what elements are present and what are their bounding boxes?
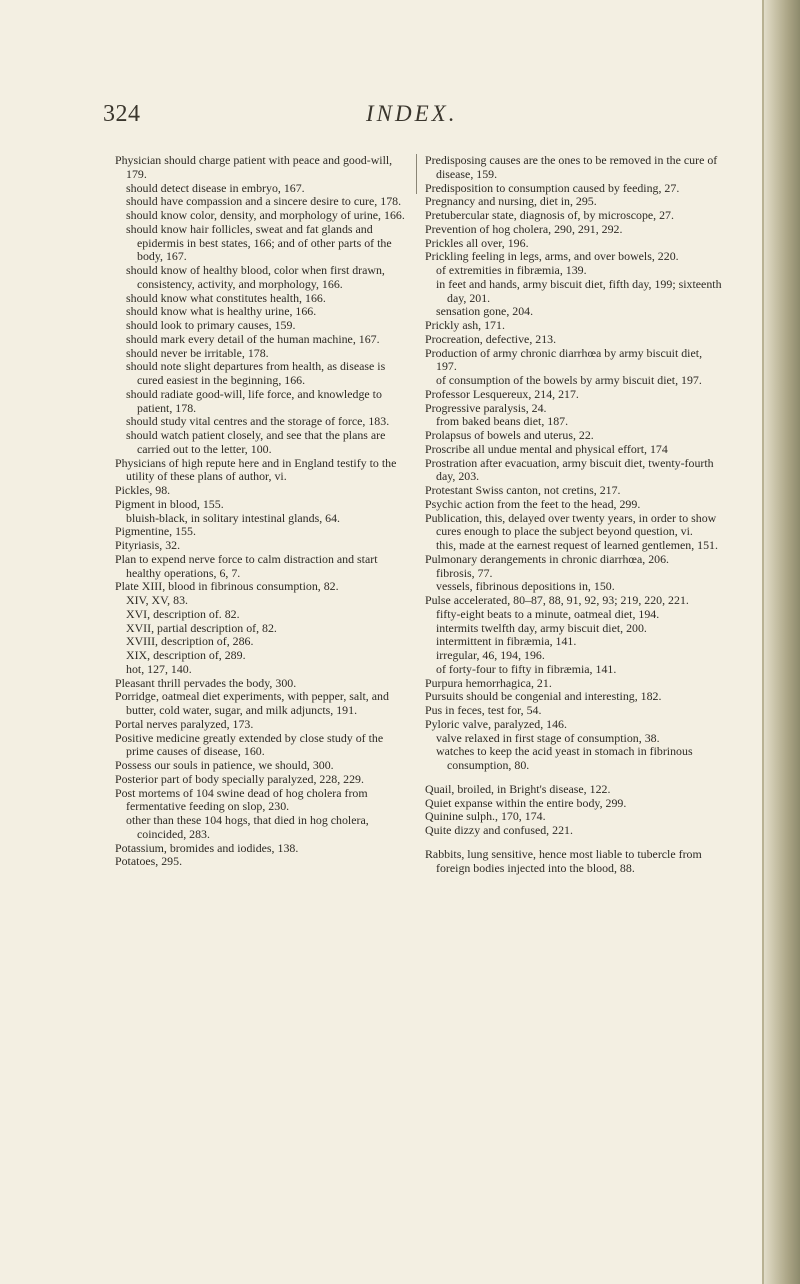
index-entry: Protestant Swiss canton, not cretins, 217.: [425, 483, 621, 497]
index-subentry: irregular, 46, 194, 196.: [436, 648, 545, 662]
index-entry: Procreation, defective, 213.: [425, 331, 557, 346]
index-subentry: valve relaxed in first stage of consumption, 38.: [436, 730, 660, 745]
index-entry: Psychic action from the feet to the head, 299.: [425, 496, 641, 511]
index-subentry: XVIII, description of, 286.: [126, 634, 254, 649]
index-entry: Pregnancy and nursing, diet in, 295.: [425, 194, 597, 209]
index-entry: Pulmonary derangements in chronic diarrhœa, 206.: [425, 551, 670, 566]
index-entry: Quinine sulph., 170, 174.: [425, 809, 546, 824]
index-subentry: of forty-four to fifty in fibræmia, 141.: [436, 661, 617, 676]
index-subentry: should note slight departures from health, as disease is cured easiest in the beginning, 166.: [126, 359, 386, 387]
index-entry: Physician should charge patient with peace and good-will, 179.: [115, 153, 393, 181]
index-entry: Pretubercular state, diagnosis of, by microscope, 27.: [425, 208, 674, 222]
index-subentry: should know color, density, and morphology of urine, 166.: [126, 208, 405, 222]
book-spine-shadow: [762, 0, 800, 1284]
index-entry: Pigmentine, 155.: [115, 524, 196, 539]
index-subentry: should look to primary causes, 159.: [126, 318, 296, 332]
running-head: INDEX.: [366, 101, 458, 126]
index-entry: Pyloric valve, paralyzed, 146.: [425, 716, 567, 731]
index-entry: Pursuits should be congenial and interesting, 182.: [425, 689, 662, 704]
index-entry: Proscribe all undue mental and physical effort, 174: [425, 441, 668, 456]
index-entry: Possess our souls in patience, we should, 300.: [115, 758, 334, 772]
index-entry: Potatoes, 295.: [115, 854, 183, 869]
index-subentry: fibrosis, 77.: [436, 565, 493, 580]
index-subentry: should never be irritable, 178.: [126, 345, 269, 360]
index-entry: Rabbits, lung sensitive, hence most liable to tubercle from foreign bodies injected into the blood, 88.: [425, 846, 702, 875]
index-entry: Pulse accelerated, 80–87, 88, 91, 92, 93; 219, 220, 221.: [425, 593, 689, 607]
index-entry: Prolapsus of bowels and uterus, 22.: [425, 428, 594, 442]
index-entry: Plan to expend nerve force to calm distraction and start healthy operations, 6, 7.: [115, 551, 378, 580]
index-entry: Portal nerves paralyzed, 173.: [115, 716, 254, 731]
index-subentry: XVII, partial description of, 82.: [126, 620, 277, 635]
index-entry: Publication, this, delayed over twenty years, in order to show cures enough to place the subject beyond question, vi.: [425, 510, 717, 539]
index-entry: Potassium, bromides and iodides, 138.: [115, 840, 299, 855]
index-subentry: XIX, description of, 289.: [126, 648, 246, 662]
index-entry: Prevention of hog cholera, 290, 291, 292.: [425, 221, 623, 236]
index-entry: Plate XIII, blood in fibrinous consumption, 82.: [115, 579, 339, 594]
index-subentry: watches to keep the acid yeast in stomach in fibrinous consumption, 80.: [436, 744, 693, 772]
index-entry: Positive medicine greatly extended by close study of the prime causes of disease, 160.: [115, 730, 384, 759]
index-column-left: [115, 154, 410, 869]
index-subentry: XVI, description of. 82.: [126, 606, 240, 621]
index-entry: Pityriasis, 32.: [115, 538, 181, 552]
index-subentry: should watch patient closely, and see that the plans are carried out to the letter, 100.: [126, 428, 386, 456]
index-subentry: XIV, XV, 83.: [126, 593, 188, 607]
index-subentry: should mark every detail of the human machine, 167.: [126, 331, 380, 346]
index-entry: Post mortems of 104 swine dead of hog cholera from fermentative feeding on slop, 230.: [115, 785, 368, 814]
index-subentry: of extremities in fibræmia, 139.: [436, 263, 587, 277]
index-subentry: of consumption of the bowels by army biscuit diet, 197.: [436, 373, 702, 387]
index-entry: Predisposition to consumption caused by feeding, 27.: [425, 180, 680, 195]
index-entry: Posterior part of body specially paralyzed, 228, 229.: [115, 771, 364, 786]
page-number: 324: [103, 101, 141, 127]
index-entry: Predisposing causes are the ones to be removed in the cure of disease, 159.: [425, 153, 718, 181]
index-subentry: should know what is healthy urine, 166.: [126, 304, 317, 319]
index-subentry: in feet and hands, army biscuit diet, fifth day, 199; sixteenth day, 201.: [436, 276, 722, 305]
index-entry: Prickling feeling in legs, arms, and over bowels, 220.: [425, 249, 679, 264]
index-subentry: fifty-eight beats to a minute, oatmeal diet, 194.: [436, 606, 660, 621]
index-entry: Pigment in blood, 155.: [115, 496, 224, 511]
index-entry: Progressive paralysis, 24.: [425, 400, 547, 415]
index-entry: Pickles, 98.: [115, 483, 171, 497]
index-entry: Porridge, oatmeal diet experiments, with pepper, salt, and butter, cold water, sugar, and milk adjuncts, 191.: [115, 689, 389, 717]
index-subentry: bluish-black, in solitary intestinal glands, 64.: [126, 510, 341, 525]
index-subentry: from baked beans diet, 187.: [436, 414, 569, 429]
index-subentry: should radiate good-will, life force, and knowledge to patient, 178.: [126, 386, 382, 415]
index-subentry: hot, 127, 140.: [126, 661, 192, 676]
index-subentry: should know of healthy blood, color when first drawn, consistency, activity, and morphology, 166.: [126, 263, 385, 291]
index-subentry: should have compassion and a sincere desire to cure, 178.: [126, 194, 402, 209]
index-entry: Prostration after evacuation, army biscuit diet, twenty-fourth day, 203.: [425, 455, 714, 484]
index-entry: Pus in feces, test for, 54.: [425, 703, 542, 717]
index-subentry: this, made at the earnest request of learned gentlemen, 151.: [436, 538, 718, 552]
index-subentry: intermits twelfth day, army biscuit diet, 200.: [436, 620, 647, 635]
index-entry: Physicians of high repute here and in England testify to the utility of these plans of author, vi.: [115, 455, 397, 484]
index-column-right: [425, 154, 725, 875]
index-entry: Prickles all over, 196.: [425, 235, 529, 250]
index-subentry: vessels, fibrinous depositions in, 150.: [436, 579, 615, 594]
index-subentry: should know hair follicles, sweat and fat glands and epidermis in best states, 166; and of other parts of the body, 167.: [126, 221, 392, 264]
index-entry: Prickly ash, 171.: [425, 318, 505, 332]
index-entry: Pleasant thrill pervades the body, 300.: [115, 675, 297, 690]
index-subentry: should study vital centres and the storage of force, 183.: [126, 414, 390, 429]
column-divider: [416, 154, 417, 194]
index-subentry: should detect disease in embryo, 167.: [126, 180, 305, 195]
index-entry: Production of army chronic diarrhœa by army biscuit diet, 197.: [425, 345, 703, 374]
index-entry: Purpura hemorrhagica, 21.: [425, 675, 552, 690]
index-subentry: intermittent in fibræmia, 141.: [436, 634, 577, 649]
index-subentry: sensation gone, 204.: [436, 304, 534, 319]
index-subentry: other than these 104 hogs, that died in hog cholera, coincided, 283.: [126, 813, 369, 841]
index-entry: Quite dizzy and confused, 221.: [425, 823, 573, 837]
index-entry: Quail, broiled, in Bright's disease, 122.: [425, 781, 611, 796]
page-edge: [762, 0, 764, 1284]
index-entry: Quiet expanse within the entire body, 299.: [425, 795, 627, 810]
index-entry: Professor Lesquereux, 214, 217.: [425, 386, 579, 401]
index-subentry: should know what constitutes health, 166.: [126, 290, 326, 305]
